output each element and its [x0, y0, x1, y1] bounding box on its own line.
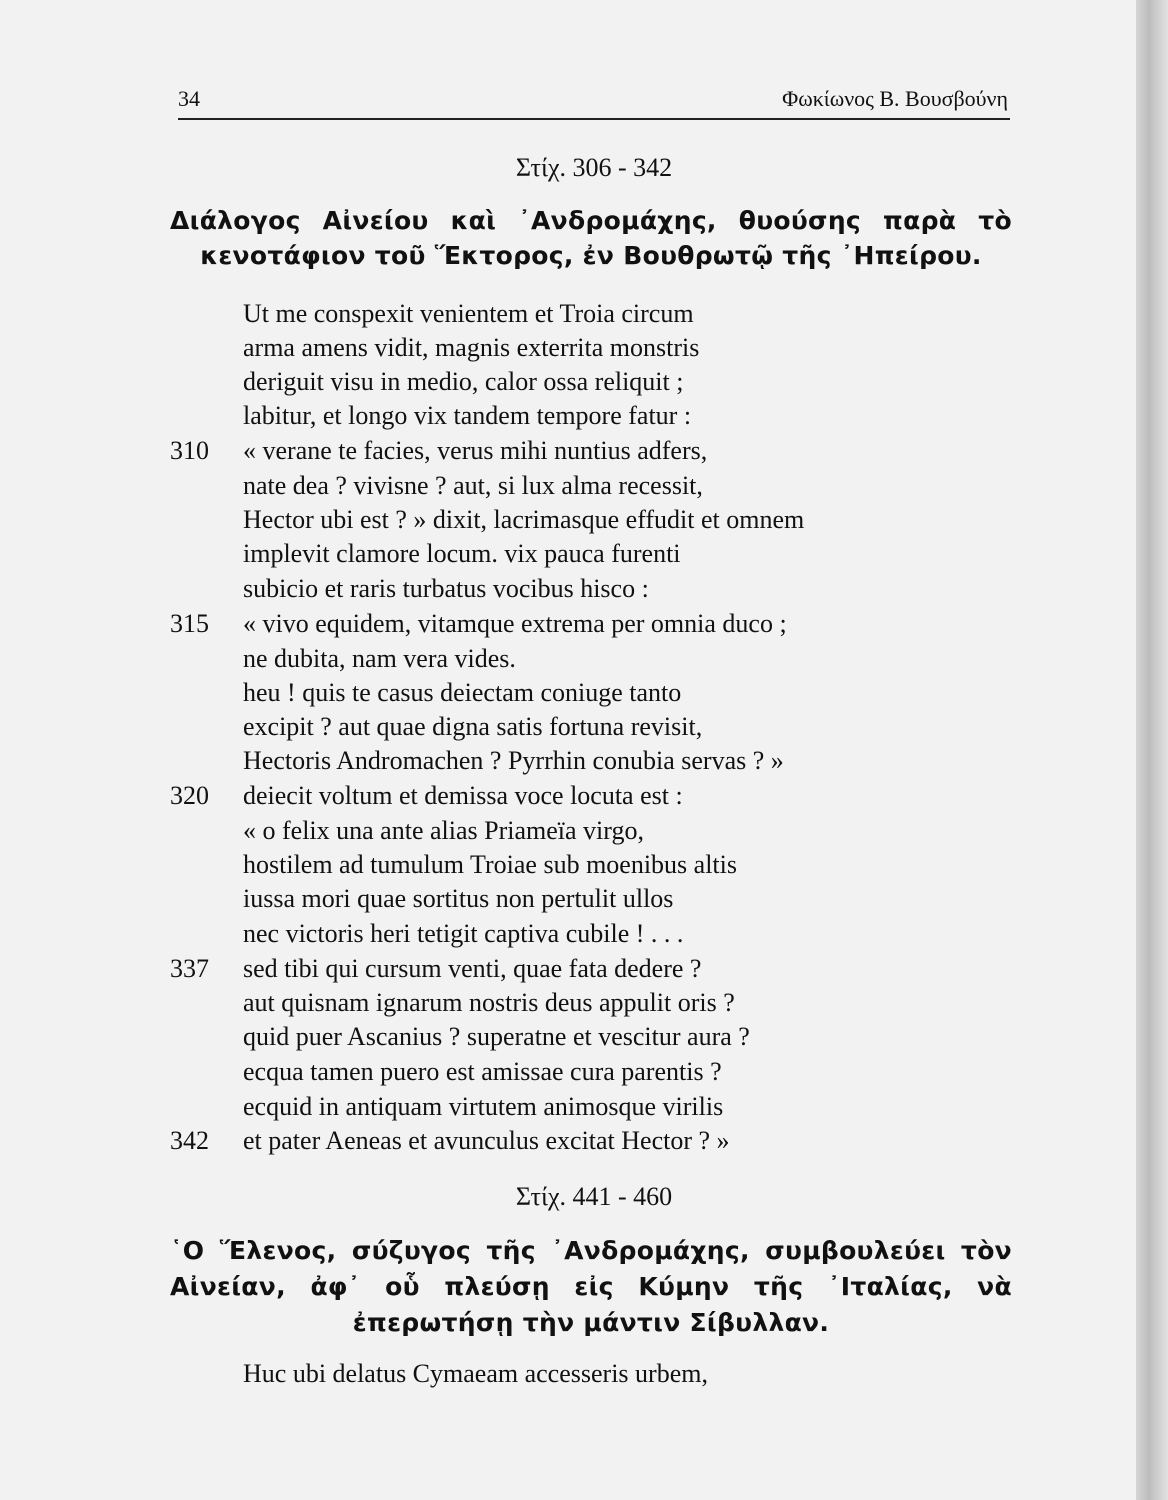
running-header	[178, 80, 1010, 120]
section-1-heading: Διάλογος Αἰνείου καὶ ᾿Ανδρομάχης, θυούσης παρὰ τὸ κενοτάφιον τοῦ Ἕκτορος, ἐν Βουθρωτῷ τῆς ᾿Ηπείρου.	[170, 206, 1012, 270]
verse-line: ne dubita, nam vera vides.	[243, 644, 516, 673]
verse-line: implevit clamore locum. vix pauca furenti	[243, 539, 681, 568]
section-2-title: Στίχ. 441 - 460	[515, 1182, 673, 1211]
verse-line: nec victoris heri tetigit captiva cubile ! . . .	[243, 919, 684, 948]
verse-line: nate dea ? vivisne ? aut, si lux alma recessit,	[243, 471, 703, 500]
line-number: 310	[170, 436, 209, 465]
verse-line: Huc ubi delatus Cymaeam accesseris urbem,	[243, 1359, 708, 1388]
verse-line: « o felix una ante alias Priameïa virgo,	[243, 816, 644, 845]
verse-line: iussa mori quae sortitus non pertulit ullos	[243, 884, 674, 913]
verse-line: subicio et raris turbatus vocibus hisco :	[243, 574, 649, 603]
verse-line: Ut me conspexit venientem et Troia circum	[243, 299, 694, 328]
verse-line: « vivo equidem, vitamque extrema per omnia duco ;	[243, 609, 787, 638]
verse-line: Hector ubi est ? » dixit, lacrimasque effudit et omnem	[243, 505, 805, 534]
line-number: 342	[170, 1126, 209, 1155]
verse-line: ecquid in antiquam virtutem animosque virilis	[243, 1092, 724, 1121]
line-number: 320	[170, 781, 209, 810]
verse-line: arma amens vidit, magnis exterrita monstris	[243, 333, 700, 362]
verse-line: hostilem ad tumulum Troiae sub moenibus altis	[243, 850, 737, 879]
line-number: 315	[170, 609, 209, 638]
verse-line: aut quisnam ignarum nostris deus appulit oris ?	[243, 988, 735, 1017]
verse-line: ecqua tamen puero est amissae cura parentis ?	[243, 1057, 722, 1086]
section-2-heading: ῾Ο Ἕλενος, σύζυγος τῆς ᾿Ανδρομάχης, συμβουλεύει τὸν Αἰνείαν, ἀφ᾿ οὗ πλεύσῃ εἰς Κύμην τῆς ᾿Ιταλίας, νὰ ἐπερωτήσῃ τὴν μάντιν Σίβυλλαν.	[170, 1236, 1012, 1337]
verse-line: Hectoris Andromachen ? Pyrrhin conubia servas ? »	[243, 746, 784, 775]
verse-line: excipit ? aut quae digna satis fortuna revisit,	[243, 712, 703, 741]
section-1-title: Στίχ. 306 - 342	[515, 153, 673, 182]
verse-line: « verane te facies, verus mihi nuntius adfers,	[243, 436, 708, 465]
verse-line: deriguit visu in medio, calor ossa reliquit ;	[243, 367, 684, 396]
line-number: 337	[170, 954, 209, 983]
page-edge-shadow	[1136, 0, 1168, 1500]
verse-line: et pater Aeneas et avunculus excitat Hector ? »	[243, 1126, 730, 1155]
verse-line: deiecit voltum et demissa voce locuta est :	[243, 781, 683, 810]
verse-line: heu ! quis te casus deiectam coniuge tanto	[243, 678, 682, 707]
running-author: Φωκίωνος Β. Βουσβούνη	[782, 86, 1008, 111]
verse-line: sed tibi qui cursum venti, quae fata dedere ?	[243, 954, 702, 983]
page-number: 34	[178, 86, 200, 111]
verse-line: labitur, et longo vix tandem tempore fatur :	[243, 401, 692, 430]
verse-line: quid puer Ascanius ? superatne et vescitur aura ?	[243, 1022, 750, 1051]
